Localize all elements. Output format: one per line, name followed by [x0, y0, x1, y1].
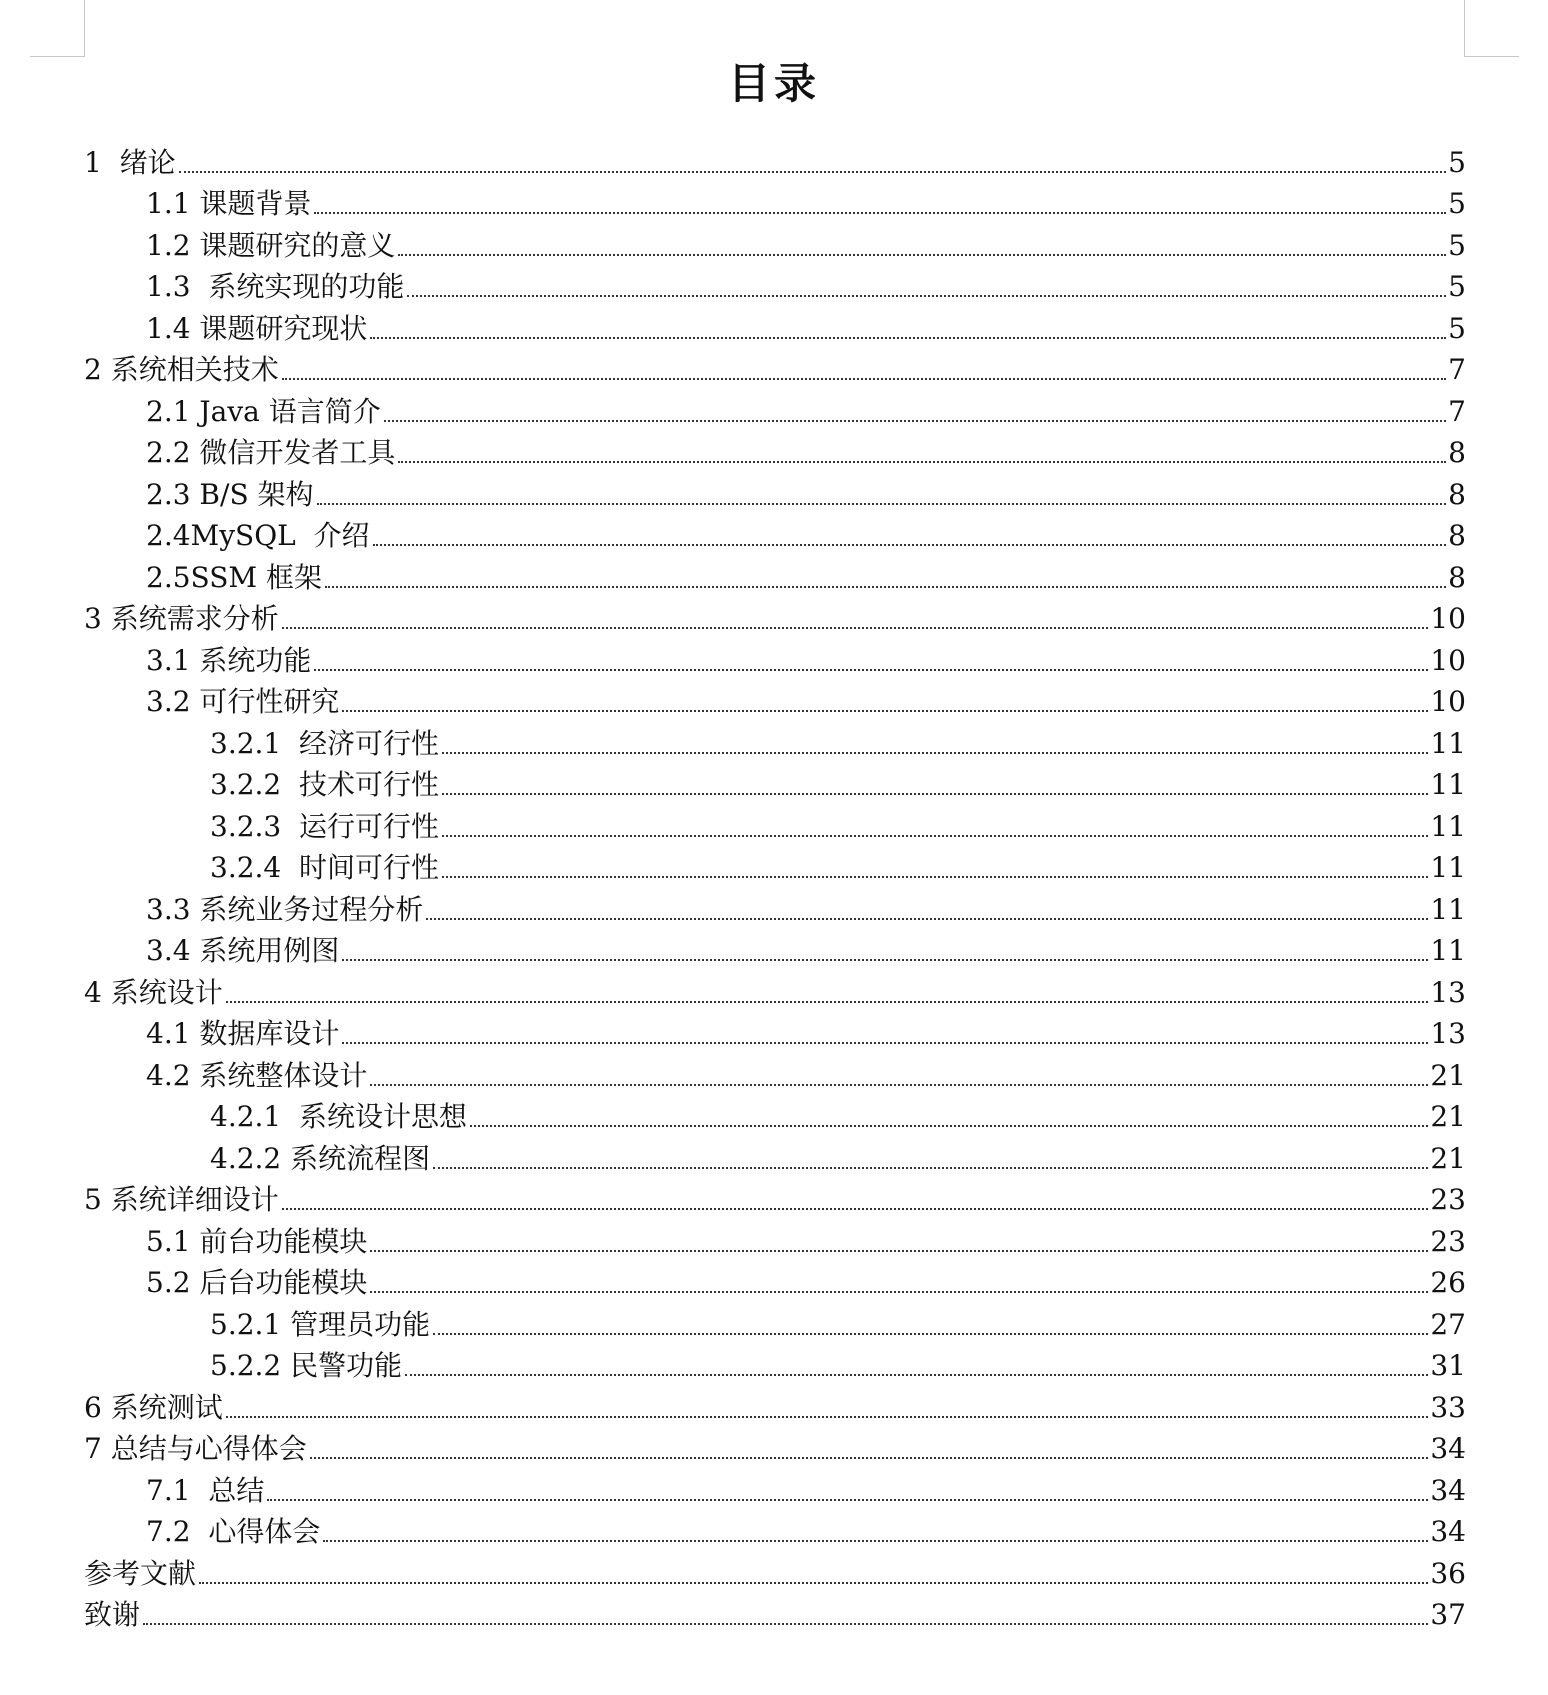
toc-entry[interactable]	[84, 887, 1466, 929]
toc-entry-page-number: 13	[1430, 975, 1466, 1009]
toc-dot-leader	[433, 1333, 1428, 1335]
toc-entry[interactable]	[84, 1012, 1466, 1054]
toc-entry-page-number: 5	[1448, 311, 1466, 345]
toc-entry-label: 7.2 心得体会	[146, 1515, 321, 1548]
toc-entry[interactable]	[84, 555, 1466, 597]
toc-dot-leader	[442, 793, 1428, 795]
toc-dot-leader	[370, 1250, 1428, 1252]
toc-entry-label: 致谢	[84, 1598, 141, 1631]
toc-entry-page-number: 31	[1430, 1349, 1466, 1382]
toc-entry-page-number: 36	[1430, 1556, 1466, 1590]
toc-entry-page-number: 33	[1430, 1390, 1466, 1424]
toc-entry[interactable]	[84, 638, 1466, 680]
toc-entry[interactable]	[84, 846, 1466, 888]
toc-entry[interactable]	[84, 763, 1466, 805]
toc-entry-page-number: 21	[1430, 1100, 1466, 1133]
toc-entry[interactable]	[84, 1219, 1466, 1261]
toc-entry-label: 3.3 系统业务过程分析	[146, 892, 424, 926]
toc-entry[interactable]	[84, 1385, 1466, 1427]
toc-entry-page-number: 7	[1448, 353, 1466, 386]
toc-entry-label: 3.1 系统功能	[146, 643, 312, 677]
toc-entry-label: 4 系统设计	[84, 975, 223, 1009]
toc-entry-label: 1.1 课题背景	[146, 187, 312, 220]
toc-dot-leader	[310, 1457, 1429, 1459]
toc-dot-leader	[398, 254, 1446, 256]
toc-dot-leader	[226, 1001, 1429, 1003]
toc-dot-leader	[199, 1582, 1428, 1584]
toc-entry[interactable]	[84, 431, 1466, 473]
toc-entry-page-number: 8	[1448, 436, 1466, 469]
toc-entry-label: 3 系统需求分析	[84, 602, 279, 635]
page-title: 目录	[727, 59, 820, 108]
toc-entry-label: 5.1 前台功能模块	[146, 1224, 368, 1258]
toc-dot-leader	[407, 295, 1446, 297]
toc-entry-page-number: 27	[1430, 1307, 1466, 1341]
toc-entry-page-number: 23	[1430, 1183, 1466, 1216]
toc-entry[interactable]	[84, 223, 1466, 265]
toc-entry[interactable]	[84, 1427, 1466, 1469]
toc-entry-label: 5.2.2 民警功能	[210, 1349, 403, 1382]
toc-entry[interactable]	[84, 597, 1466, 639]
toc-dot-leader	[470, 1125, 1428, 1127]
table-of-contents	[84, 140, 1466, 1634]
page-corner-mark-left	[30, 0, 85, 57]
toc-dot-leader	[442, 752, 1428, 754]
toc-entry[interactable]	[84, 348, 1466, 390]
toc-entry-page-number: 11	[1430, 934, 1466, 967]
toc-dot-leader	[342, 1042, 1428, 1044]
toc-entry-page-number: 21	[1430, 1141, 1466, 1175]
toc-entry[interactable]	[84, 1302, 1466, 1344]
toc-dot-leader	[442, 835, 1428, 837]
toc-entry-label: 3.2.2 技术可行性	[210, 768, 440, 801]
toc-entry-page-number: 34	[1430, 1473, 1466, 1507]
toc-entry[interactable]	[84, 1261, 1466, 1303]
toc-entry[interactable]	[84, 721, 1466, 763]
toc-entry[interactable]	[84, 140, 1466, 182]
toc-entry-label: 3.2.3 运行可行性	[210, 809, 440, 843]
toc-entry-label: 2.4MySQL 介绍	[146, 519, 370, 552]
toc-dot-leader	[342, 959, 1428, 961]
toc-entry[interactable]	[84, 1344, 1466, 1386]
toc-entry-label: 4.2.1 系统设计思想	[210, 1100, 468, 1133]
toc-entry-page-number: 7	[1448, 394, 1466, 428]
toc-entry-page-number: 5	[1448, 187, 1466, 220]
toc-entry-label: 2.3 B/S 架构	[146, 477, 314, 511]
toc-dot-leader	[426, 918, 1428, 920]
toc-entry-label: 5 系统详细设计	[84, 1183, 279, 1216]
toc-entry-page-number: 5	[1448, 145, 1466, 179]
toc-dot-leader	[325, 586, 1446, 588]
toc-entry-label: 2.2 微信开发者工具	[146, 436, 396, 469]
toc-dot-leader	[143, 1623, 1428, 1625]
toc-entry[interactable]	[84, 970, 1466, 1012]
toc-entry[interactable]	[84, 1136, 1466, 1178]
toc-entry-page-number: 11	[1430, 851, 1466, 884]
toc-dot-leader	[267, 1499, 1428, 1501]
toc-dot-leader	[282, 1208, 1429, 1210]
toc-entry-page-number: 37	[1430, 1598, 1466, 1631]
toc-entry-label: 4.1 数据库设计	[146, 1017, 340, 1050]
toc-entry[interactable]	[84, 1593, 1466, 1635]
toc-dot-leader	[282, 627, 1429, 629]
toc-dot-leader	[398, 461, 1446, 463]
toc-entry-label: 4.2.2 系统流程图	[210, 1141, 431, 1175]
toc-entry-page-number: 5	[1448, 270, 1466, 303]
toc-entry-label: 2.5SSM 框架	[146, 560, 322, 594]
toc-entry-page-number: 11	[1430, 726, 1466, 760]
toc-entry[interactable]	[84, 1095, 1466, 1137]
toc-dot-leader	[373, 544, 1447, 546]
toc-dot-leader	[405, 1374, 1428, 1376]
toc-dot-leader	[282, 378, 1446, 380]
toc-entry-label: 参考文献	[84, 1556, 197, 1590]
page-corner-mark-right	[1464, 0, 1519, 57]
toc-entry-label: 1.3 系统实现的功能	[146, 270, 405, 303]
toc-entry-page-number: 11	[1430, 892, 1466, 926]
toc-entry-page-number: 23	[1430, 1224, 1466, 1258]
toc-entry[interactable]	[84, 1551, 1466, 1593]
toc-entry[interactable]	[84, 1178, 1466, 1220]
toc-dot-leader	[384, 420, 1446, 422]
toc-dot-leader	[442, 876, 1428, 878]
toc-dot-leader	[370, 1291, 1428, 1293]
toc-entry-page-number: 34	[1430, 1515, 1466, 1548]
toc-entry-page-number: 5	[1448, 228, 1466, 262]
toc-dot-leader	[323, 1540, 1428, 1542]
toc-entry[interactable]	[84, 182, 1466, 224]
toc-entry-label: 7 总结与心得体会	[84, 1432, 307, 1465]
toc-entry-label: 1 绪论	[84, 145, 176, 179]
toc-entry-label: 2.1 Java 语言简介	[146, 394, 381, 428]
toc-dot-leader	[370, 337, 1446, 339]
toc-entry[interactable]	[84, 1468, 1466, 1510]
toc-entry-label: 3.4 系统用例图	[146, 934, 340, 967]
toc-entry-label: 4.2 系统整体设计	[146, 1058, 368, 1092]
toc-entry-label: 3.2 可行性研究	[146, 685, 340, 718]
toc-dot-leader	[314, 669, 1428, 671]
toc-entry-label: 1.2 课题研究的意义	[146, 228, 396, 262]
toc-entry-page-number: 34	[1430, 1432, 1466, 1465]
toc-entry-label: 7.1 总结	[146, 1473, 265, 1507]
toc-entry-label: 3.2.4 时间可行性	[210, 851, 440, 884]
toc-dot-leader	[370, 1084, 1428, 1086]
toc-entry[interactable]	[84, 472, 1466, 514]
toc-entry-label: 5.2.1 管理员功能	[210, 1307, 431, 1341]
toc-entry-page-number: 8	[1448, 519, 1466, 552]
toc-dot-leader	[317, 503, 1447, 505]
toc-entry[interactable]	[84, 389, 1466, 431]
toc-entry[interactable]	[84, 514, 1466, 556]
toc-dot-leader	[314, 212, 1446, 214]
toc-entry[interactable]	[84, 680, 1466, 722]
toc-entry-label: 2 系统相关技术	[84, 353, 279, 386]
toc-entry-page-number: 10	[1430, 602, 1466, 635]
toc-entry-page-number: 8	[1448, 560, 1466, 594]
toc-entry-page-number: 11	[1430, 768, 1466, 801]
toc-dot-leader	[179, 171, 1447, 173]
toc-entry-label: 6 系统测试	[84, 1390, 223, 1424]
toc-dot-leader	[342, 710, 1428, 712]
toc-dot-leader	[433, 1167, 1428, 1169]
toc-entry-label: 1.4 课题研究现状	[146, 311, 368, 345]
toc-entry-page-number: 26	[1430, 1266, 1466, 1299]
toc-entry-page-number: 11	[1430, 809, 1466, 843]
toc-entry[interactable]	[84, 1510, 1466, 1552]
toc-entry[interactable]	[84, 1053, 1466, 1095]
toc-entry-page-number: 10	[1430, 685, 1466, 718]
toc-entry-label: 5.2 后台功能模块	[146, 1266, 368, 1299]
toc-entry-page-number: 13	[1430, 1017, 1466, 1050]
toc-entry-label: 3.2.1 经济可行性	[210, 726, 440, 760]
toc-entry[interactable]	[84, 265, 1466, 307]
toc-entry[interactable]	[84, 306, 1466, 348]
toc-entry-page-number: 8	[1448, 477, 1466, 511]
toc-entry-page-number: 10	[1430, 643, 1466, 677]
toc-entry-page-number: 21	[1430, 1058, 1466, 1092]
toc-dot-leader	[226, 1416, 1429, 1418]
toc-entry[interactable]	[84, 804, 1466, 846]
toc-entry[interactable]	[84, 929, 1466, 971]
